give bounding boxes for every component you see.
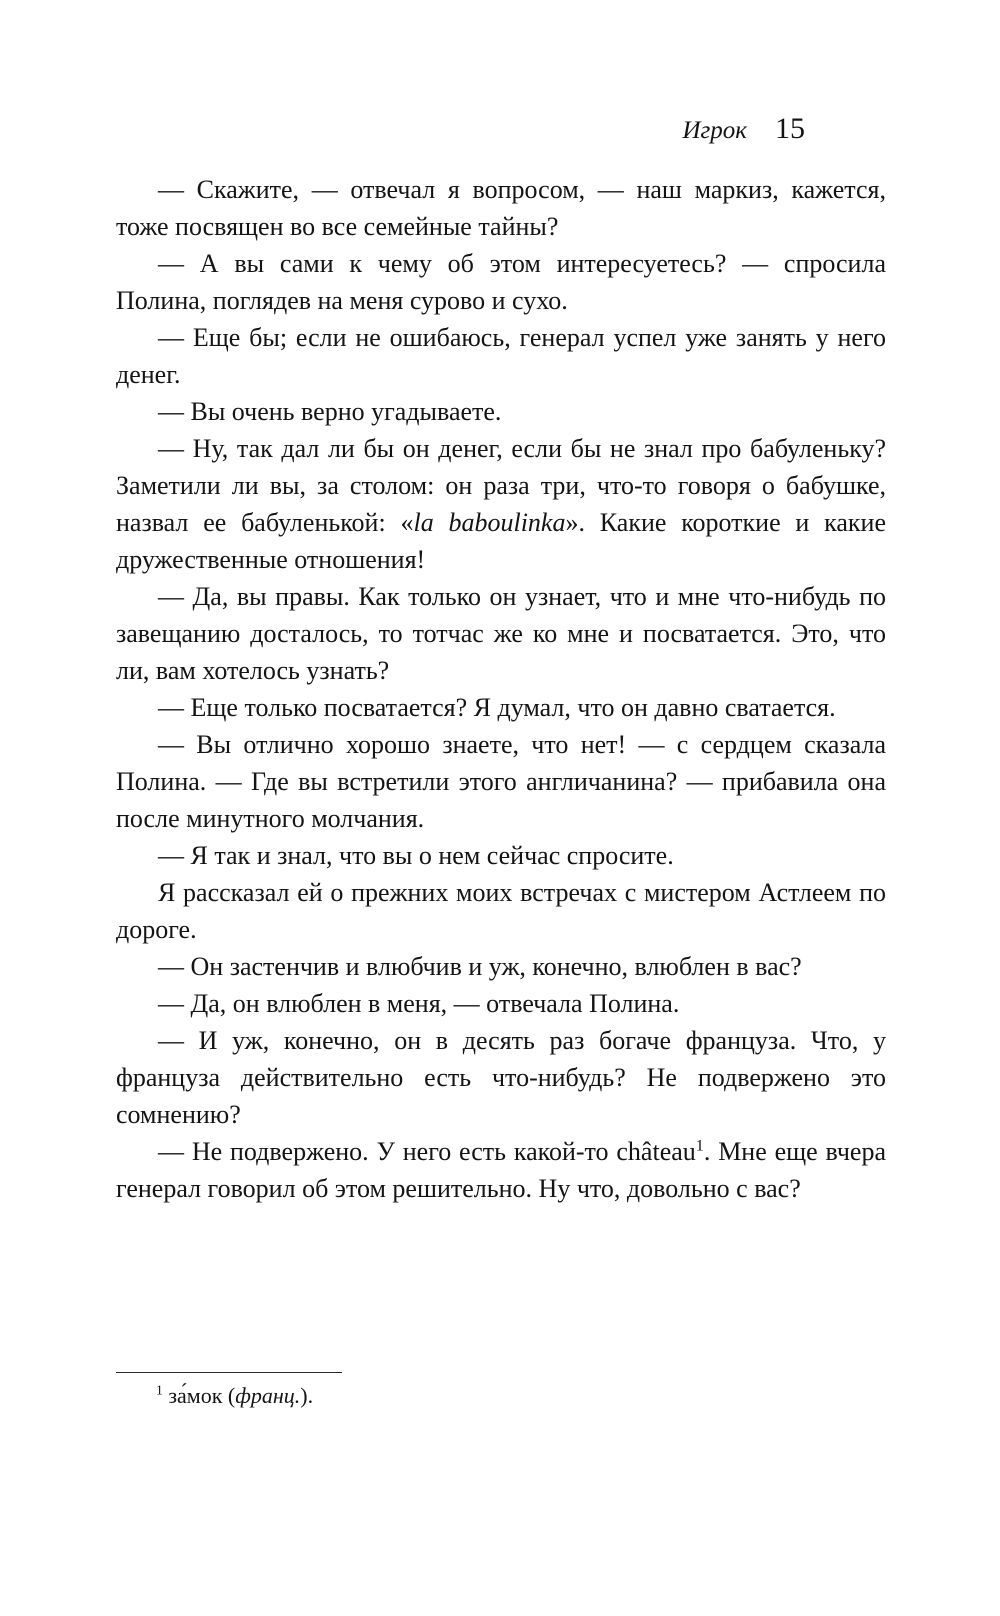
text-segment: ». Какие короткие и какие дружественные отношения! [116, 508, 886, 574]
text-segment: — Я так и знал, что вы о нем сейчас спросите. [158, 841, 674, 870]
paragraph [116, 245, 886, 319]
footnote-area [116, 1372, 886, 1411]
paragraph [116, 578, 886, 689]
paragraph [116, 985, 886, 1022]
footnote-divider [116, 1372, 342, 1373]
text-segment: — А вы сами к чему об этом интересуетесь? — спросила Полина, поглядев на меня сурово и сухо. [116, 249, 886, 315]
paragraph [116, 726, 886, 837]
text-segment: — Скажите, — отвечал я вопросом, — наш маркиз, кажется, тоже посвящен во все семейные тайны? [116, 175, 886, 241]
paragraph [116, 948, 886, 985]
paragraph [116, 171, 886, 245]
italic-text: la baboulinka [413, 508, 566, 537]
text-segment: — Еще бы; если не ошибаюсь, генерал успел уже занять у него денег. [116, 323, 886, 389]
paragraph [116, 837, 886, 874]
footnote-marker: 1 [156, 1382, 163, 1398]
text-segment: Я рассказал ей о прежних моих встречах с мистером Астлеем по дороге. [116, 878, 886, 944]
text-segment: . Мне еще вчера генерал говорил об этом решительно. Ну что, довольно с вас? [116, 1137, 886, 1203]
paragraph [116, 874, 886, 948]
text-segment: — Вы очень верно угадываете. [158, 397, 502, 426]
italic-text: франц. [235, 1383, 301, 1408]
paragraph [116, 689, 886, 726]
text-segment: — Еще только посватается? Я думал, что он давно сватается. [158, 693, 836, 722]
text-segment: — Вы отлично хорошо знаете, что нет! — с сердцем сказала Полина. — Где вы встретили этого англичанина? — прибавила она после минутного молчания. [116, 730, 886, 833]
page-number: 15 [775, 112, 805, 145]
paragraph [116, 393, 886, 430]
text-segment: ). [300, 1383, 314, 1408]
text-segment: — Он застенчив и влюбчив и уж, конечно, влюблен в вас? [158, 952, 802, 981]
footnote-reference: 1 [695, 1137, 704, 1155]
running-title: Игрок [682, 117, 747, 144]
text-segment: за́мок ( [162, 1383, 236, 1408]
text-segment: — И уж, конечно, он в десять раз богаче француза. Что, у француза действительно есть что-нибудь? Не подвержено это сомнению? [116, 1026, 886, 1129]
body-text [116, 171, 886, 1207]
text-segment: — Да, вы правы. Как только он узнает, что и мне что-нибудь по завещанию досталось, то тотчас же ко мне и посватается. Это, что ли, вам хотелось узнать? [116, 582, 886, 685]
text-segment: — Ну, так дал ли бы он денег, если бы не знал про бабуленьку? Заметили ли вы, за столом: он раза три, что-то говоря о бабушке, назвал ее бабуленькой: « [116, 434, 886, 537]
text-segment: — Да, он влюблен в меня, — отвечала Полина. [158, 989, 680, 1018]
paragraph [116, 319, 886, 393]
footnote [116, 1381, 886, 1411]
page-header [115, 112, 805, 146]
text-segment: — Не подвержено. У него есть какой-то château [158, 1137, 696, 1166]
paragraph [116, 1133, 886, 1207]
paragraph [116, 1022, 886, 1133]
paragraph [116, 430, 886, 578]
